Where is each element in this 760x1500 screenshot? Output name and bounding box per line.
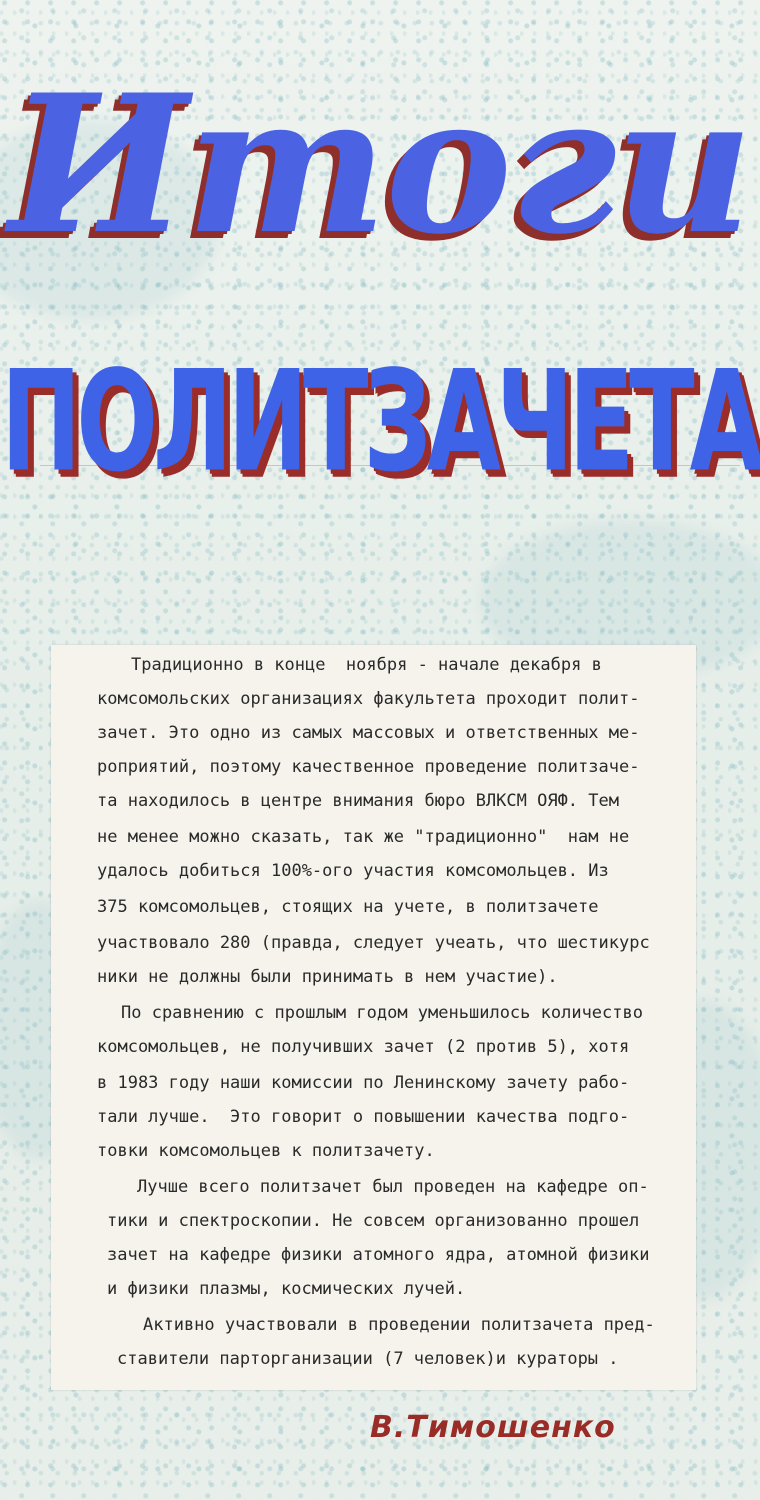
text-line: ники не должны были принимать в нем участие). — [97, 967, 558, 987]
text-line: участвовало 280 (правда, следует учеать, что шестикурс — [97, 933, 650, 953]
text-line: товки комсомольцев к политзачету. — [97, 1141, 435, 1161]
typed-sheet — [51, 645, 696, 1390]
text-line: роприятий, поэтому качественное проведение политзаче- — [97, 757, 640, 777]
text-line: Активно участвовали в проведении политзачета пред- — [143, 1315, 655, 1335]
text-line: тали лучше. Это говорит о повышении качества подго- — [97, 1107, 630, 1127]
text-line: та находилось в центре внимания бюро ВЛКСМ ОЯФ. Тем — [97, 791, 619, 811]
text-line: не менее можно сказать, так же "традиционно" нам не — [97, 827, 630, 847]
text-line: 375 комсомольцев, стоящих на учете, в политзачете — [97, 897, 599, 917]
text-line: комсомольцев, не получивших зачет (2 против 5), хотя — [97, 1037, 630, 1057]
text-line: Лучше всего политзачет был проведен на кафедре оп- — [137, 1177, 649, 1197]
signature: В.Тимошенко — [370, 1410, 616, 1445]
title-block: ПОЛИТЗАЧЕТА — [1, 340, 759, 503]
text-line: и физики плазмы, космических лучей. — [107, 1279, 466, 1299]
text-line: ставители парторганизации (7 человек)и кураторы . — [117, 1349, 619, 1369]
text-line: в 1983 году наши комиссии по Ленинскому зачету рабо- — [97, 1073, 630, 1093]
title-script: Итоги — [8, 53, 752, 276]
text-line: Традиционно в конце ноября - начале декабря в — [131, 655, 602, 675]
text-line: зачет на кафедре физики атомного ядра, атомной физики — [107, 1245, 650, 1265]
text-line: комсомольских организациях факультета проходит полит- — [97, 689, 640, 709]
text-line: По сравнению с прошлым годом уменьшилось количество — [121, 1003, 643, 1023]
text-line: зачет. Это одно из самых массовых и ответственных ме- — [97, 723, 640, 743]
text-line: тики и спектроскопии. Не совсем организованно прошел — [107, 1211, 640, 1231]
text-line: удалось добиться 100%-ого участия комсомольцев. Из — [97, 861, 609, 881]
